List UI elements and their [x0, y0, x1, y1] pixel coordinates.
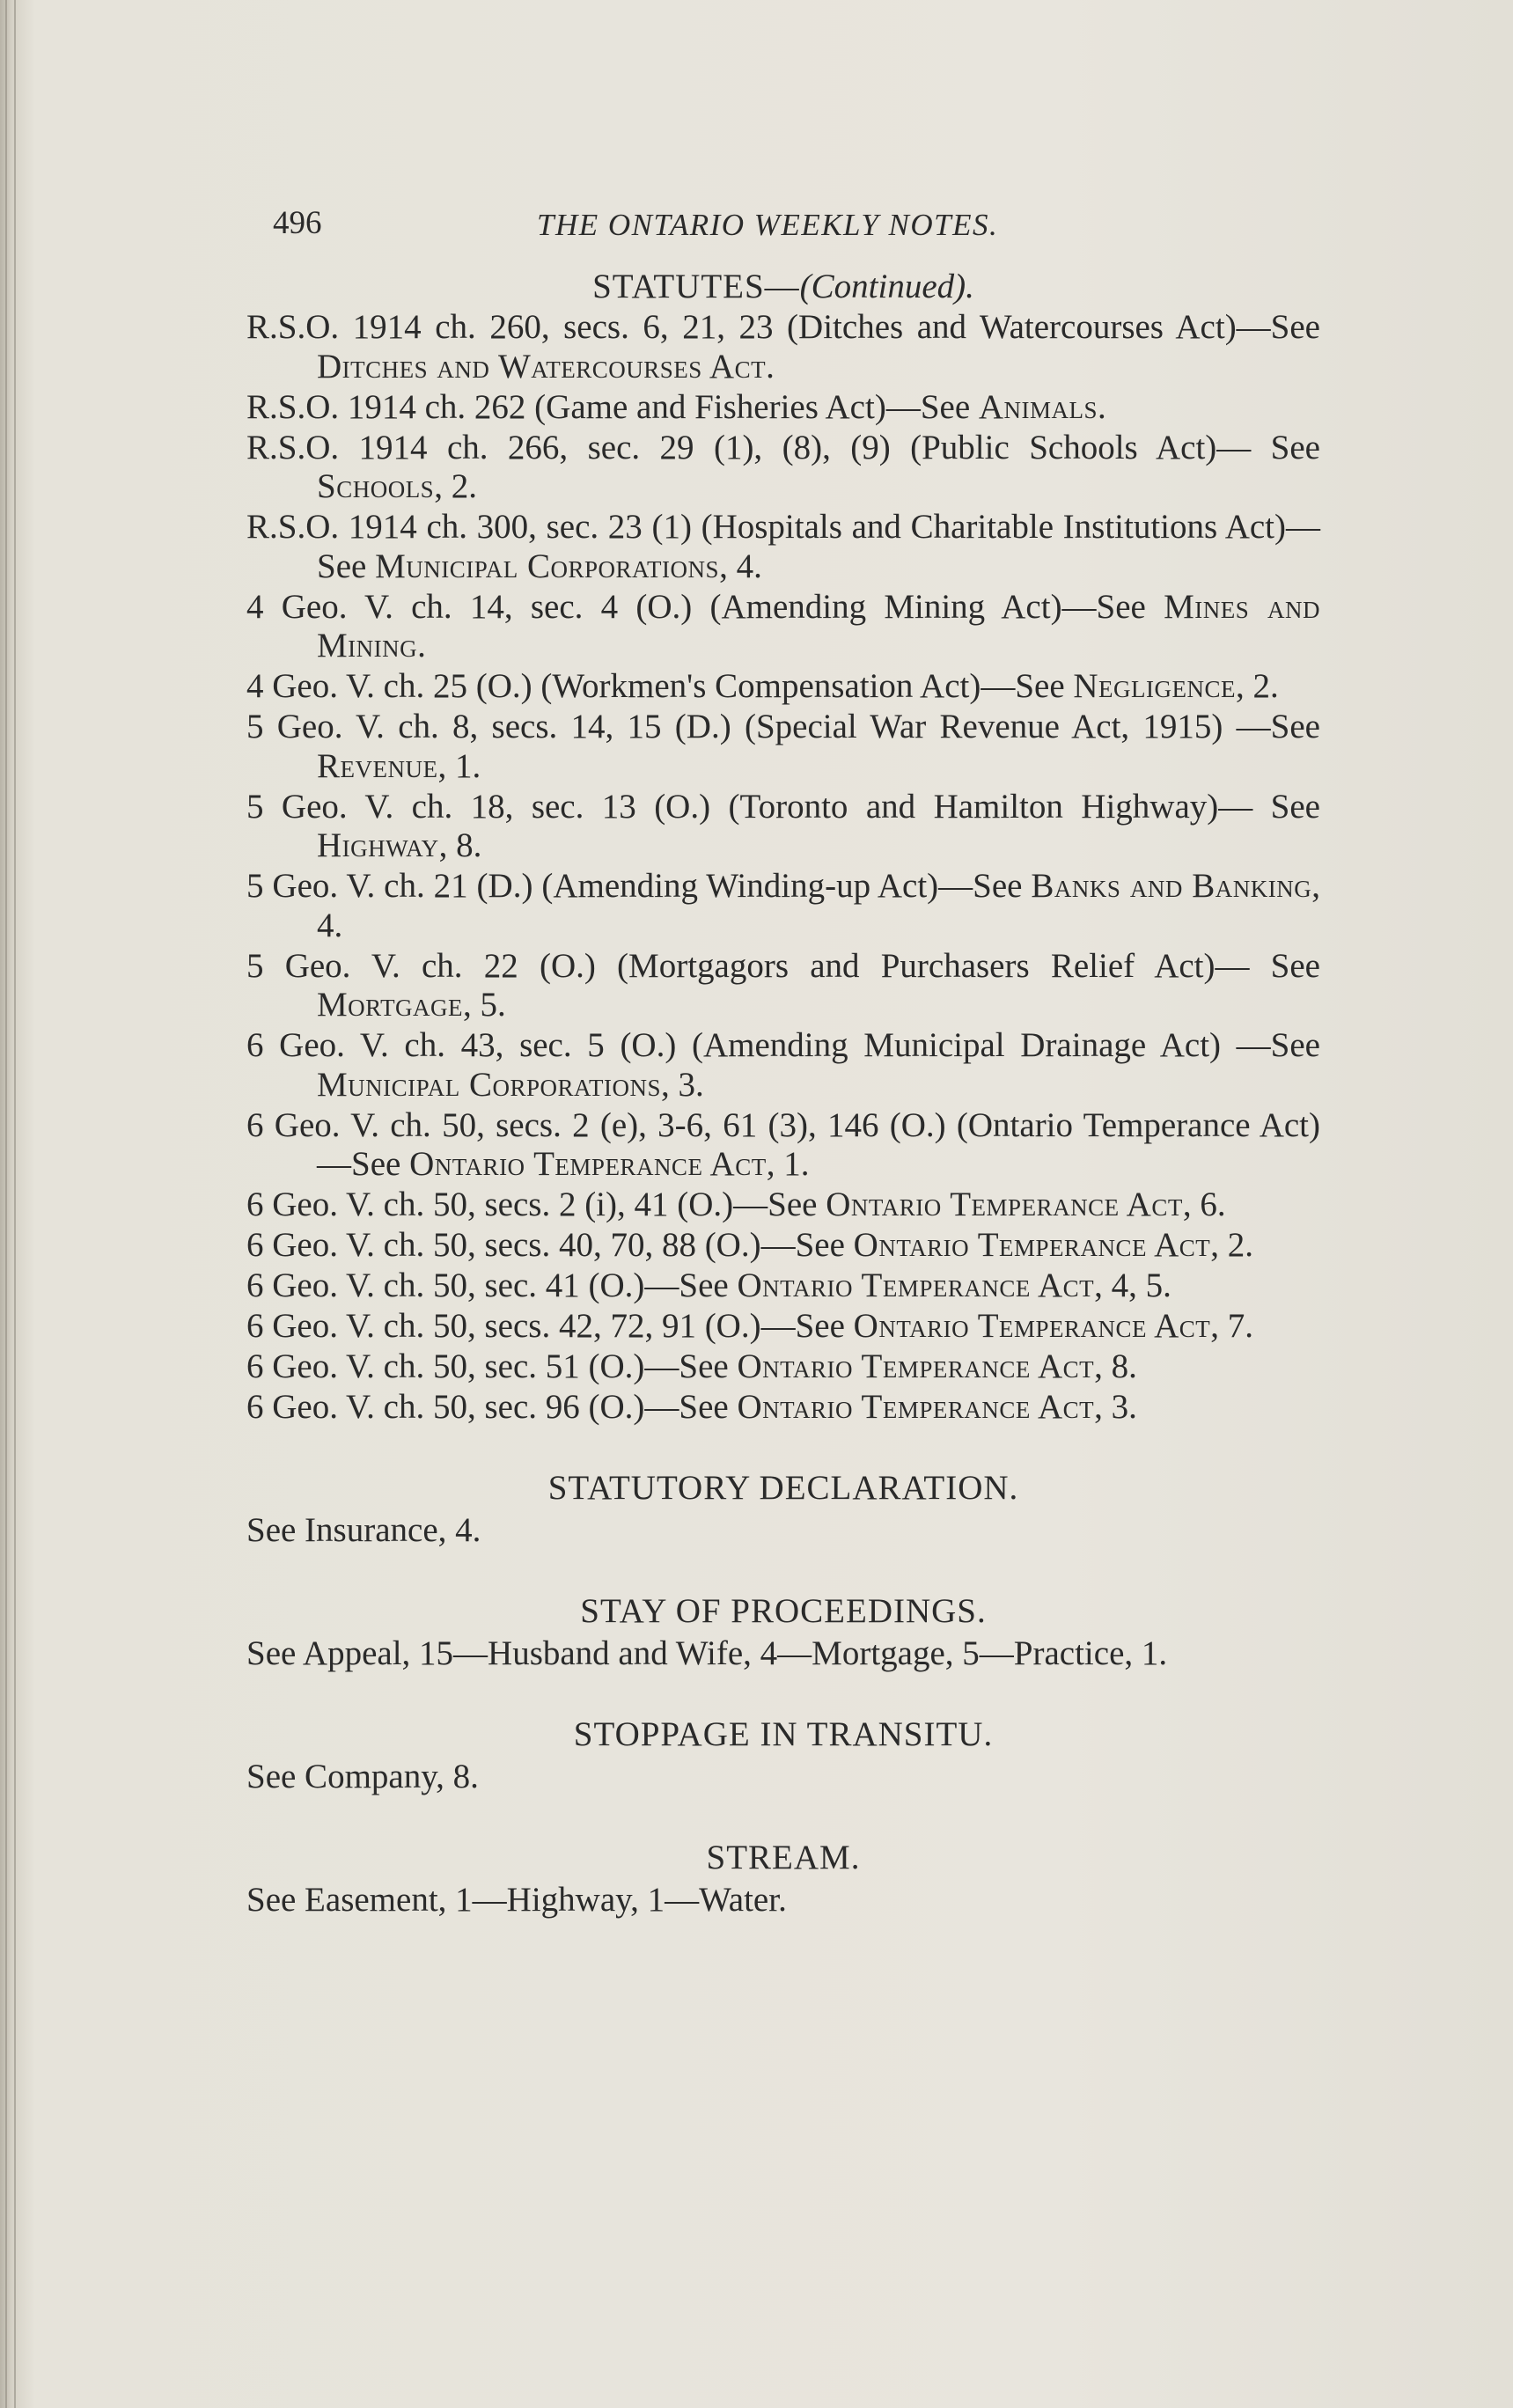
statute-entry — [246, 867, 1320, 945]
see-reference: See Company, 8. — [246, 1758, 479, 1795]
entry-text: 6 Geo. V. ch. 43, sec. 5 (O.) (Amending Municipal Drainage Act) —See — [246, 1026, 1320, 1064]
spacer — [246, 1552, 1320, 1590]
entry-tail: , 2. — [1236, 667, 1279, 705]
entry-tail: , 4. — [317, 867, 1320, 944]
entry-tail: , 3. — [1094, 1388, 1137, 1426]
page-text — [246, 204, 1320, 1921]
entry-reference: Ontario Temperance Act — [409, 1145, 767, 1183]
entry-reference: Ontario Temperance Act — [737, 1347, 1095, 1385]
statute-entry — [246, 429, 1320, 507]
entry-reference: Ontario Temperance Act — [853, 1226, 1211, 1264]
entry-text: 5 Geo. V. ch. 22 (O.) (Mortgagors and Purchasers Relief Act)— See — [246, 946, 1320, 985]
entry-tail: , 2. — [434, 467, 477, 505]
statute-entry — [246, 388, 1320, 428]
entry-reference: Ontario Temperance Act — [826, 1186, 1183, 1223]
entry-text: 6 Geo. V. ch. 50, secs. 40, 70, 88 (O.)—See — [246, 1226, 854, 1264]
entry-reference: Animals — [978, 387, 1098, 426]
statute-entry — [246, 1266, 1320, 1306]
statute-entry — [246, 1388, 1320, 1428]
entry-text: R.S.O. 1914 ch. 300, sec. 23 (1) (Hospitals and Charitable Institutions Act)—See — [246, 508, 1320, 585]
section-title-stay-of-proceedings: STAY OF PROCEEDINGS. — [580, 1592, 987, 1630]
statute-entry — [246, 1026, 1320, 1105]
entry-text: 6 Geo. V. ch. 50, secs. 2 (e), 3-6, 61 (3), 146 (O.) (Ontario Temperance Act)—See — [246, 1105, 1320, 1183]
statutes-title: STATUTES— — [592, 268, 800, 305]
statute-entry — [246, 667, 1320, 707]
page-edge-line — [14, 0, 16, 2408]
entry-tail: , 8. — [1094, 1347, 1137, 1385]
entry-text: 5 Geo. V. ch. 18, sec. 13 (O.) (Toronto and Hamilton Highway)— See — [246, 787, 1320, 826]
entry-reference: Mortgage — [317, 986, 464, 1024]
entry-reference: Negligence — [1073, 667, 1237, 705]
see-reference: See Easement, 1—Highway, 1—Water. — [246, 1881, 787, 1919]
entry-text: 6 Geo. V. ch. 50, secs. 2 (i), 41 (O.)—See — [246, 1186, 826, 1223]
statute-entry — [246, 1307, 1320, 1347]
entry-reference: Highway — [317, 826, 439, 864]
entry-text: 5 Geo. V. ch. 8, secs. 14, 15 (D.) (Special War Revenue Act, 1915) —See — [246, 708, 1320, 745]
entry-tail: , 5. — [463, 986, 506, 1024]
section-title-stream: STREAM. — [706, 1839, 861, 1876]
statute-entry — [246, 508, 1320, 586]
entry-text: 6 Geo. V. ch. 50, sec. 41 (O.)—See — [246, 1266, 738, 1304]
spacer — [246, 1798, 1320, 1837]
statute-entry — [246, 588, 1320, 666]
entry-reference: Ditches and Watercourses Act — [317, 347, 767, 385]
statute-entry — [246, 788, 1320, 866]
statute-entry — [246, 708, 1320, 786]
page-header — [246, 204, 1320, 266]
entry-tail: , 7. — [1210, 1307, 1254, 1345]
entry-text: 4 Geo. V. ch. 25 (O.) (Workmen's Compensation Act)—See — [246, 667, 1074, 705]
statutes-title-continued: (Continued). — [799, 268, 974, 305]
entry-tail: , 1. — [437, 746, 481, 785]
entry-tail: . — [417, 627, 426, 664]
statute-entry — [246, 1347, 1320, 1387]
entry-text: 5 Geo. V. ch. 21 (D.) (Amending Winding-up Act)—See — [246, 867, 1032, 905]
entry-tail: , 3. — [661, 1065, 704, 1104]
entry-tail: , 1. — [766, 1145, 810, 1183]
entry-reference: Municipal Corporations — [317, 1065, 661, 1104]
entry-reference: Schools — [317, 467, 435, 505]
entry-reference: Ontario Temperance Act — [737, 1388, 1095, 1426]
page-edge-line — [5, 0, 7, 2408]
entry-tail: , 8. — [438, 826, 482, 864]
statutes-entries — [246, 308, 1320, 1428]
entry-text: 4 Geo. V. ch. 14, sec. 4 (O.) (Amending Mining Act)—See — [246, 587, 1164, 626]
entry-reference: Revenue — [317, 746, 438, 785]
entry-tail: , 4, 5. — [1094, 1266, 1171, 1304]
spacer — [246, 1675, 1320, 1714]
section-title-statutes — [246, 266, 1320, 308]
statute-entry — [246, 1186, 1320, 1225]
see-reference: See Appeal, 15—Husband and Wife, 4—Mortgage, 5—Practice, 1. — [246, 1634, 1168, 1672]
page-number: 496 — [273, 205, 322, 241]
entry-tail: , 6. — [1182, 1186, 1226, 1223]
statute-entry — [246, 947, 1320, 1025]
entry-tail: . — [766, 347, 775, 385]
entry-tail: , 2. — [1210, 1226, 1254, 1264]
entry-text: R.S.O. 1914 ch. 266, sec. 29 (1), (8), (9) (Public Schools Act)— See — [246, 428, 1320, 466]
section-title-statutory-declaration: STATUTORY DECLARATION. — [547, 1469, 1019, 1507]
running-head: THE ONTARIO WEEKLY NOTES. — [537, 208, 999, 242]
section-title-stoppage-in-transitu: STOPPAGE IN TRANSITU. — [573, 1715, 994, 1753]
entry-tail: , 4. — [719, 547, 762, 585]
entry-reference: Ontario Temperance Act — [737, 1266, 1095, 1304]
entry-tail: . — [1098, 387, 1106, 426]
entry-reference: Mines and Mining — [317, 587, 1321, 664]
entry-text: R.S.O. 1914 ch. 260, secs. 6, 21, 23 (Ditches and Watercourses Act)—See — [246, 308, 1320, 346]
see-reference: See Insurance, 4. — [246, 1511, 481, 1549]
entry-text: 6 Geo. V. ch. 50, secs. 42, 72, 91 (O.)—See — [246, 1307, 854, 1345]
spacer — [246, 1428, 1320, 1467]
statute-entry — [246, 1106, 1320, 1185]
entry-reference: Municipal Corporations — [375, 547, 720, 585]
statute-entry — [246, 308, 1320, 386]
entry-text: 6 Geo. V. ch. 50, sec. 96 (O.)—See — [246, 1388, 738, 1426]
entry-reference: Ontario Temperance Act — [853, 1307, 1211, 1345]
entry-reference: Banks and Banking — [1031, 867, 1312, 905]
entry-text: 6 Geo. V. ch. 50, sec. 51 (O.)—See — [246, 1347, 738, 1385]
entry-text: R.S.O. 1914 ch. 262 (Game and Fisheries Act)—See — [246, 387, 979, 426]
statute-entry — [246, 1226, 1320, 1266]
